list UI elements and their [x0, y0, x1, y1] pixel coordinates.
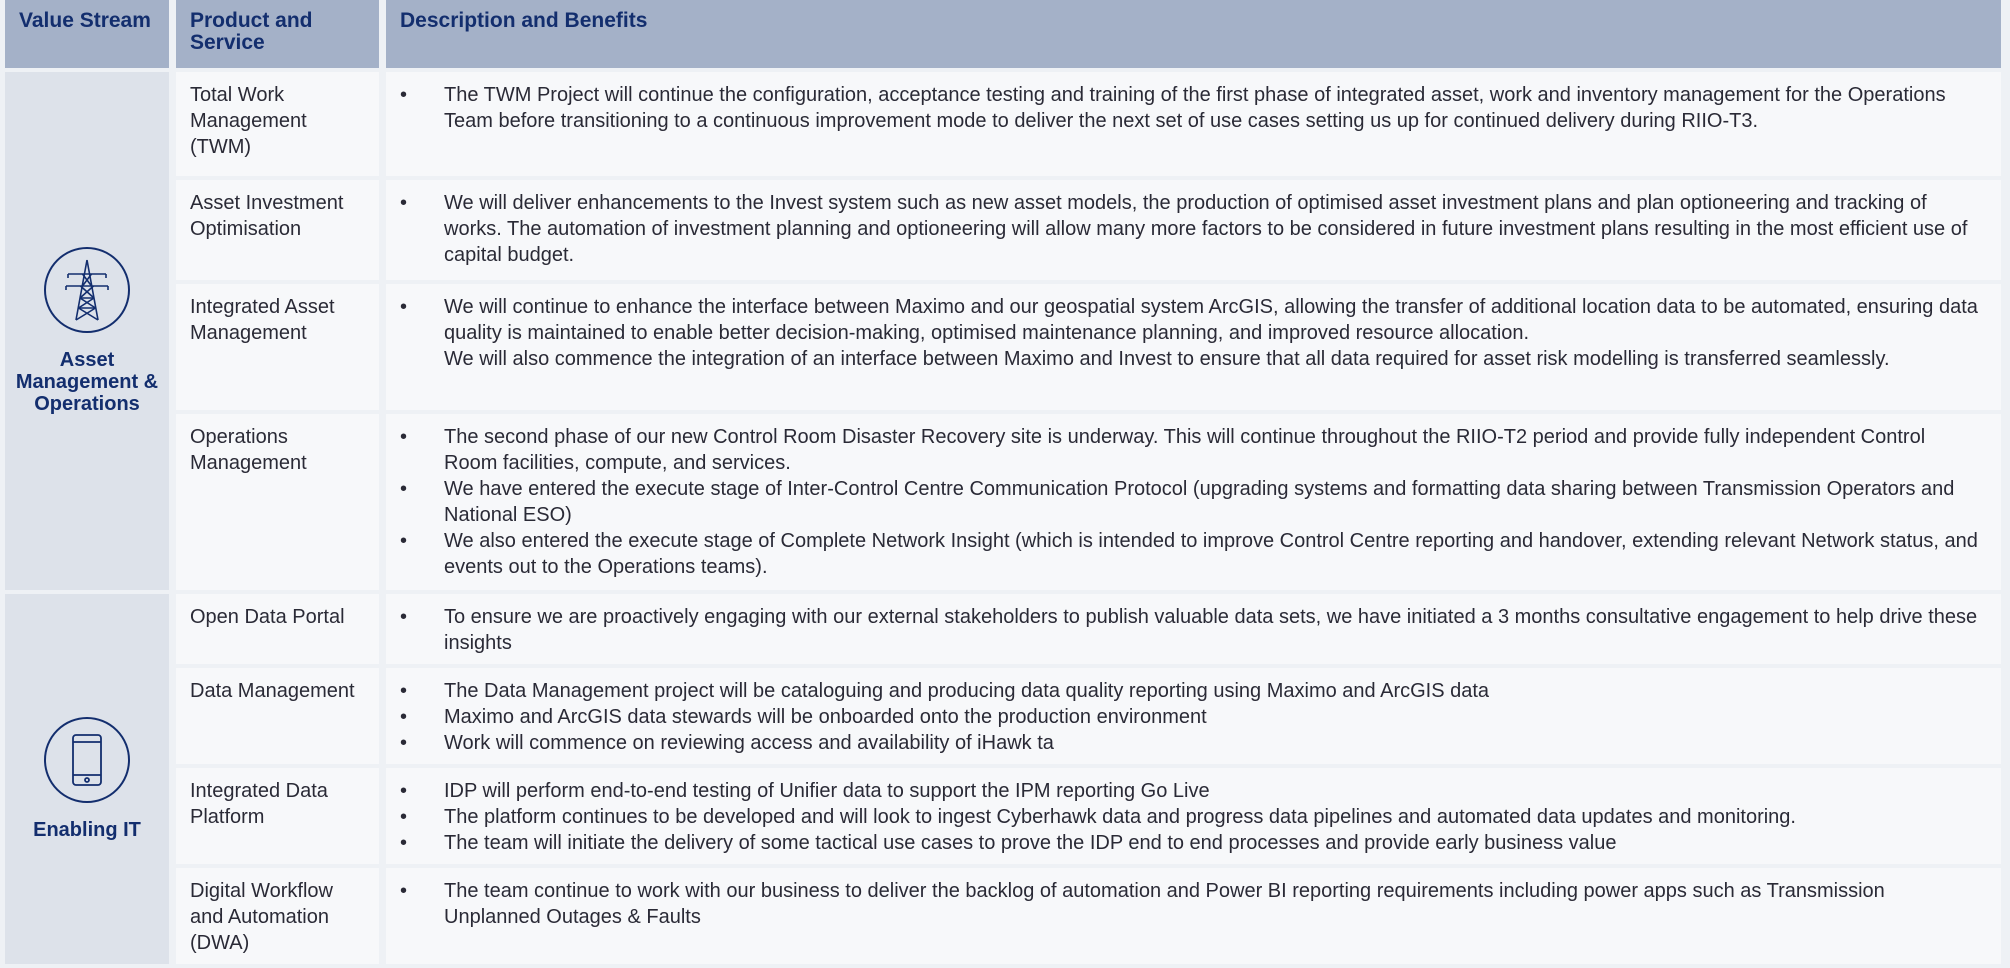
table-row: [5, 414, 2001, 590]
header-product-service: Product and Service: [176, 0, 379, 68]
description-cell: [386, 768, 2001, 864]
description-cell: [386, 72, 2001, 176]
list-item: • Work will commence on reviewing access and availability of iHawk ta: [400, 732, 1054, 754]
description-cell: [386, 414, 2001, 590]
product-service-cell: Open Data Portal: [176, 594, 379, 664]
list-item: • The team will initiate the delivery of some tactical use cases to prove the IDP end to end processes and provide early business value: [400, 832, 1617, 854]
product-service-cell: Operations Management: [176, 414, 379, 590]
list-item: • The team continue to work with our business to deliver the backlog of automation and Power BI reporting requirements including power apps such as Transmission Unplanned Outages & Faults: [400, 880, 1885, 928]
list-item: • We also entered the execute stage of Complete Network Insight (which is intended to improve Control Centre reporting and handover, extending relevant Network status, and events out to the Operations teams).: [400, 530, 1978, 578]
table-row: [5, 72, 2001, 176]
product-service-cell: Asset Investment Optimisation: [176, 180, 379, 280]
list-item: • To ensure we are proactively engaging with our external stakeholders to publish valuable data sets, we have initiated a 3 months consultative engagement to help drive these insights: [400, 606, 1978, 654]
header-row: [5, 0, 2001, 68]
table-row: [5, 768, 2001, 864]
value-stream-label: Enabling IT: [33, 819, 141, 841]
list-item: • We have entered the execute stage of Inter-Control Centre Communication Protocol (upgrading systems and formatting data sharing between Transmission Operators and National ESO): [400, 478, 1955, 526]
description-cell: [386, 668, 2001, 764]
description-cell: [386, 284, 2001, 410]
pylon-icon: [44, 247, 130, 333]
list-item: • The Data Management project will be cataloguing and producing data quality reporting using Maximo and ArcGIS data: [400, 680, 1490, 702]
value-stream-label: Asset Management & Operations: [15, 349, 159, 415]
description-cell: [386, 180, 2001, 280]
smartphone-icon: [44, 717, 130, 803]
product-service-cell: Integrated Data Platform: [176, 768, 379, 864]
product-service-cell: Total Work Management (TWM): [176, 72, 379, 176]
description-cell: [386, 868, 2001, 964]
header-description: Description and Benefits: [386, 0, 2001, 68]
header-value-stream: Value Stream: [5, 0, 169, 68]
product-service-cell: Digital Workflow and Automation (DWA): [176, 868, 379, 964]
list-item: • We will deliver enhancements to the Invest system such as new asset models, the production of optimised asset investment plans and plan optioneering and tracking of works. The automation of investment planning and optioneering will allow many more factors to be considered in future investment plans resulting in the most efficient use of capital budget.: [400, 192, 1968, 266]
list-item: • The platform continues to be developed and will look to ingest Cyberhawk data and progress data pipelines and automated data updates and monitoring.: [400, 806, 1796, 828]
list-item: • Maximo and ArcGIS data stewards will be onboarded onto the production environment: [400, 706, 1207, 728]
list-item: • The second phase of our new Control Room Disaster Recovery site is underway. This will continue throughout the RIIO-T2 period and provide fully independent Control Room facilities, compute, and services.: [400, 426, 1926, 474]
table-row: [5, 594, 2001, 664]
product-service-cell: Data Management: [176, 668, 379, 764]
product-service-cell: Integrated Asset Management: [176, 284, 379, 410]
list-item: • IDP will perform end-to-end testing of Unifier data to support the IPM reporting Go Live: [400, 780, 1210, 802]
table-row: [5, 668, 2001, 764]
table-row: [5, 284, 2001, 410]
description-cell: [386, 594, 2001, 664]
table-row: [5, 868, 2001, 964]
table-row: [5, 180, 2001, 280]
value-stream-enabling-it: [5, 594, 169, 964]
list-item: • The TWM Project will continue the configuration, acceptance testing and training of the first phase of integrated asset, work and inventory management for the Operations Team before transitioning to a continuous improvement mode to deliver the next set of use cases setting us up for continued delivery during RIIO-T3.: [400, 84, 1946, 132]
continuation-text: We will also commence the integration of an interface between Maximo and Invest to ensure that all data required for asset risk modelling is transferred seamlessly.: [444, 348, 1890, 370]
value-stream-asset-management: [5, 72, 169, 590]
list-item: • We will continue to enhance the interface between Maximo and our geospatial system ArcGIS, allowing the transfer of additional location data to be automated, ensuring data quality is maintained to enable better decision-making, optimised maintenance planning, and improved resource allocation. We will also commence the integration of an interface between Maximo and Invest to ensure that all data required for asset risk modelling is transferred seamlessly.: [400, 296, 1978, 370]
